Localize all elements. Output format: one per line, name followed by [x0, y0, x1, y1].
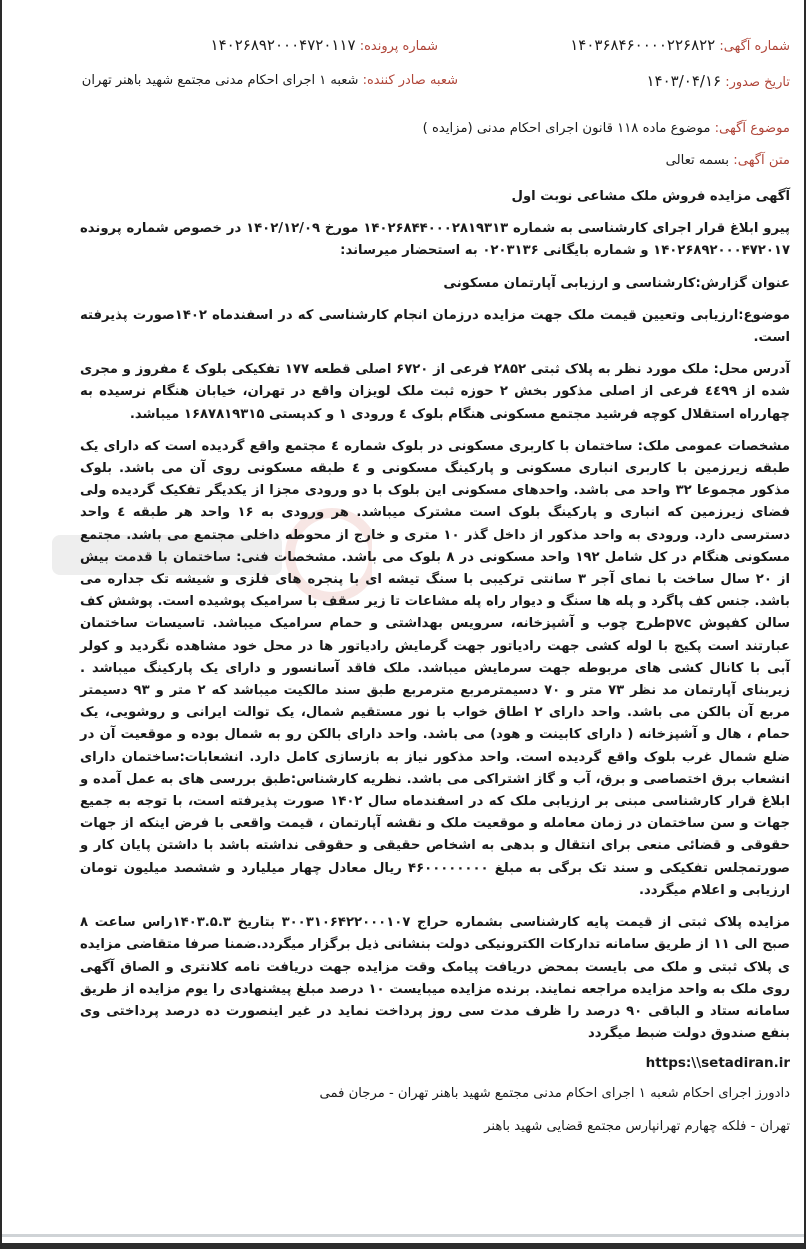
issue-date-label: تاریخ صدور: — [725, 75, 790, 90]
text-intro-label: متن آگهی: — [733, 153, 790, 168]
signature: دادورز اجرای احکام شعبه ۱ اجرای احکام مدنی مجتمع شهید باهنر تهران - مرجان فمی — [319, 1086, 790, 1102]
subject-line — [80, 118, 790, 140]
ad-number-row — [570, 36, 790, 54]
paragraph-auction-terms: مزایده پلاک ثبتی از قیمت پایه کارشناسی بشماره حراج ۳۰۰۳۱۰۶۴۲۲۰۰۰۱۰۷ بتاریخ ۱۴۰۳.۵.۳راس ساعت ۸ صبح الی ۱۱ از طریق سامانه تدارکات الکترونیکی دولت بنشانی ذیل برگزار میگردد.ضمنا صرفا متقاضی مزایده ی پلاک ثبتی و ملک می بایست بمحض دریافت پیامک وقت مزایده جهت دریافت نامه کلانتری و الصاق آگهی روی ملک به واحد مزایده مراجعه نمایند. برنده مزایده میبایست ۱۰ درصد مبلغ پیشنهادی را یوم مزایده از طریق سامانه ستاد و الباقی ۹۰ درصد را ظرف مدت سی روز پرداخت نماید در غیر اینصورت ده درصد پرداختی وی بنفع صندوق دولت ضبط میگردد — [80, 915, 790, 1042]
text-intro-line — [80, 150, 790, 172]
document-content — [80, 118, 790, 1148]
text-intro-value: بسمه تعالی — [665, 153, 730, 168]
subject-label: موضوع آگهی: — [714, 121, 790, 136]
issue-date: ۱۴۰۳/۰۴/۱۶ — [646, 72, 722, 90]
paragraph-address: آدرس محل: ملک مورد نظر به پلاک ثبتی ۲۸۵۲ فرعی از ۶۷۲۰ اصلی قطعه ۱۷۷ تفکیکی بلوک ٤ مفروز و مجری شده از ٤٤۹۹ فرعی از اصلی مذکور بخش ۲ حوزه ثبت ملک لویزان واقع در تهران، خیابان هنگام نرسیده به چهارراه استقلال کوچه فرشید مجتمع مسکونی هنگام بلوک ٤ ورودی ۱ و کدپستی ۱۶۸۷۸۱۹۳۱۵ میباشد. — [80, 362, 791, 422]
ad-number: ۱۴۰۳۶۸۴۶۰۰۰۰۲۲۶۸۲۲ — [570, 36, 716, 54]
ad-heading: آگهی مزایده فروش ملک مشاعی نوبت اول — [511, 189, 790, 204]
setad-link[interactable]: https:\\setadiran.ir — [645, 1055, 790, 1072]
paragraph-specifications: مشخصات عمومی ملک: ساختمان با کاربری مسکونی در بلوک شماره ٤ مجتمع واقع گردیده است که دارای یک طبقه زیرزمین با کاربری انباری مسکونی و پارکینگ مسکونی و ٤ طبقه مسکونی روی آن می باشد. بلوک مذکور مجموعا ۳۲ واحد می باشد. واحدهای مسکونی این بلوک با دو ورودی مجزا از یکدیگر تفکیک گردیده ولی فضای زیرزمین که انباری و پارکینگ بلوک است مشترک میباشد. هر ورودی به ۱۶ واحد هر طبقه ٤ واحد دسترسی دارد. ورودی به واحد مذکور از داخل گذر ۱۰ متری و خارج از محوطه داخلی مجتمع می باشد. مجتمع مسکونی هنگام در کل شامل ۱۹۲ واحد مسکونی در ۸ بلوک می باشد. مشخصات فنی: ساختمان با قدمت بیش از ۲۰ سال ساخت با نمای آجر ۳ سانتی ترکیبی با سنگ تیشه ای با پنجره های فلزی و شیشه تک جداره می باشد. جنس کف پاگرد و پله ها سنگ و دیوار راه پله مشاعات تا زیر سقف با سرامیک پوشیده است. پوشش کف سالن کفپوش pvcطرح چوب و آشپزخانه، سرویس بهداشتی و حمام سرامیک میباشد. تاسیسات ساختمان عبارتند است پکیج با لوله کشی جهت رادیاتور جهت گرمایش رادیاتور ها در محل خود مشاهده نگردید و کولر آبی با کانال کشی های مربوطه جهت سرمایش میباشد. ملک فاقد آسانسور و دارای یک پارکینگ میباشد . زیربنای آپارتمان مد نظر ۷۳ متر و ۷۰ دسیمترمربع مترمربع طبق سند مالکیت میباشد که ۲ متر و ۹۳ دسیمتر مربع آن بالکن می باشد. واحد دارای ۲ اطاق خواب با نور مستقیم شمال، یک توالت ایرانی و روشویی، یک حمام ، هال و آشپزخانه ( دارای کابینت و هود) می باشد. واحد دارای بالکن رو به شمال بوده و موقعیت آن در ضلع شمال غرب بلوک واقع گردیده است. واحد مذکور نیاز به بازسازی کامل دارد. انشعابات:ساختمان دارای انشعاب برق اختصاصی و برق، آب و گاز اشتراکی می باشد. نظریه کارشناس:طبق بررسی های به عمل آمده و ابلاغ قرار کارشناسی مبنی بر ارزیابی ملک که در اسفندماه سال ۱۴۰۲ صورت پذیرفته است، با توجه به جمیع جهات و سن ساختمان در زمان معامله و موقعیت ملک و نقشه آپارتمان ، قیمت واقعی با فرض اینکه از جهات حقوقی و قضائی منعی برای انتقال و بدهی به اشخاص حقیقی و حقوقی نداشته باشد با داشتن پایان کار و صورتمجلس تفکیکی و سند تک برگی به مبلغ ۴۶۰۰۰۰۰۰۰۰ ریال معادل چهار میلیارد و ششصد میلیون تومان ارزیابی و اعلام میگردد. — [80, 438, 791, 898]
paragraph-order: پیرو ابلاغ قرار اجرای کارشناسی به شماره ۱۴۰۲۶۸۴۴۰۰۰۲۸۱۹۳۱۳ مورخ ۱۴۰۲/۱۲/۰۹ در خصوص شماره پرونده ۱۴۰۲۶۸۹۲۰۰۰۴۷۲۰۱۷ و شماره بایگانی ۰۲۰۳۱۳۶ به استحضار میرساند: — [80, 221, 790, 259]
issue-date-row — [647, 72, 791, 90]
issuer-label: شعبه صادر کننده: — [362, 73, 458, 88]
file-number-row — [211, 36, 438, 54]
issuer: شعبه ۱ اجرای احکام مدنی مجتمع شهید باهنر تهران — [81, 73, 359, 88]
paragraph-subject: موضوع:ارزیابی وتعیین قیمت ملک جهت مزایده درزمان انجام کارشناسی که در اسفندماه ۱۴۰۲صورت پذیرفته است. — [80, 307, 790, 346]
bottom-bar — [2, 1234, 804, 1249]
issuer-row — [82, 73, 458, 88]
ad-number-label: شماره آگهی: — [719, 39, 790, 54]
subject-value: موضوع ماده ۱۱۸ قانون اجرای احکام مدنی (مزایده ) — [422, 121, 711, 136]
paragraph-report-title: عنوان گزارش:کارشناسی و ارزیابی آپارتمان مسکونی — [443, 275, 790, 291]
court-address: تهران - فلکه چهارم تهرانپارس مجتمع قضایی شهید باهنر — [484, 1118, 790, 1134]
bottom-bar-strip — [2, 1243, 804, 1249]
file-number-label: شماره پرونده: — [359, 39, 438, 54]
file-number: ۱۴۰۲۶۸۹۲۰۰۰۴۷۲۰۱۱۷ — [210, 36, 356, 54]
